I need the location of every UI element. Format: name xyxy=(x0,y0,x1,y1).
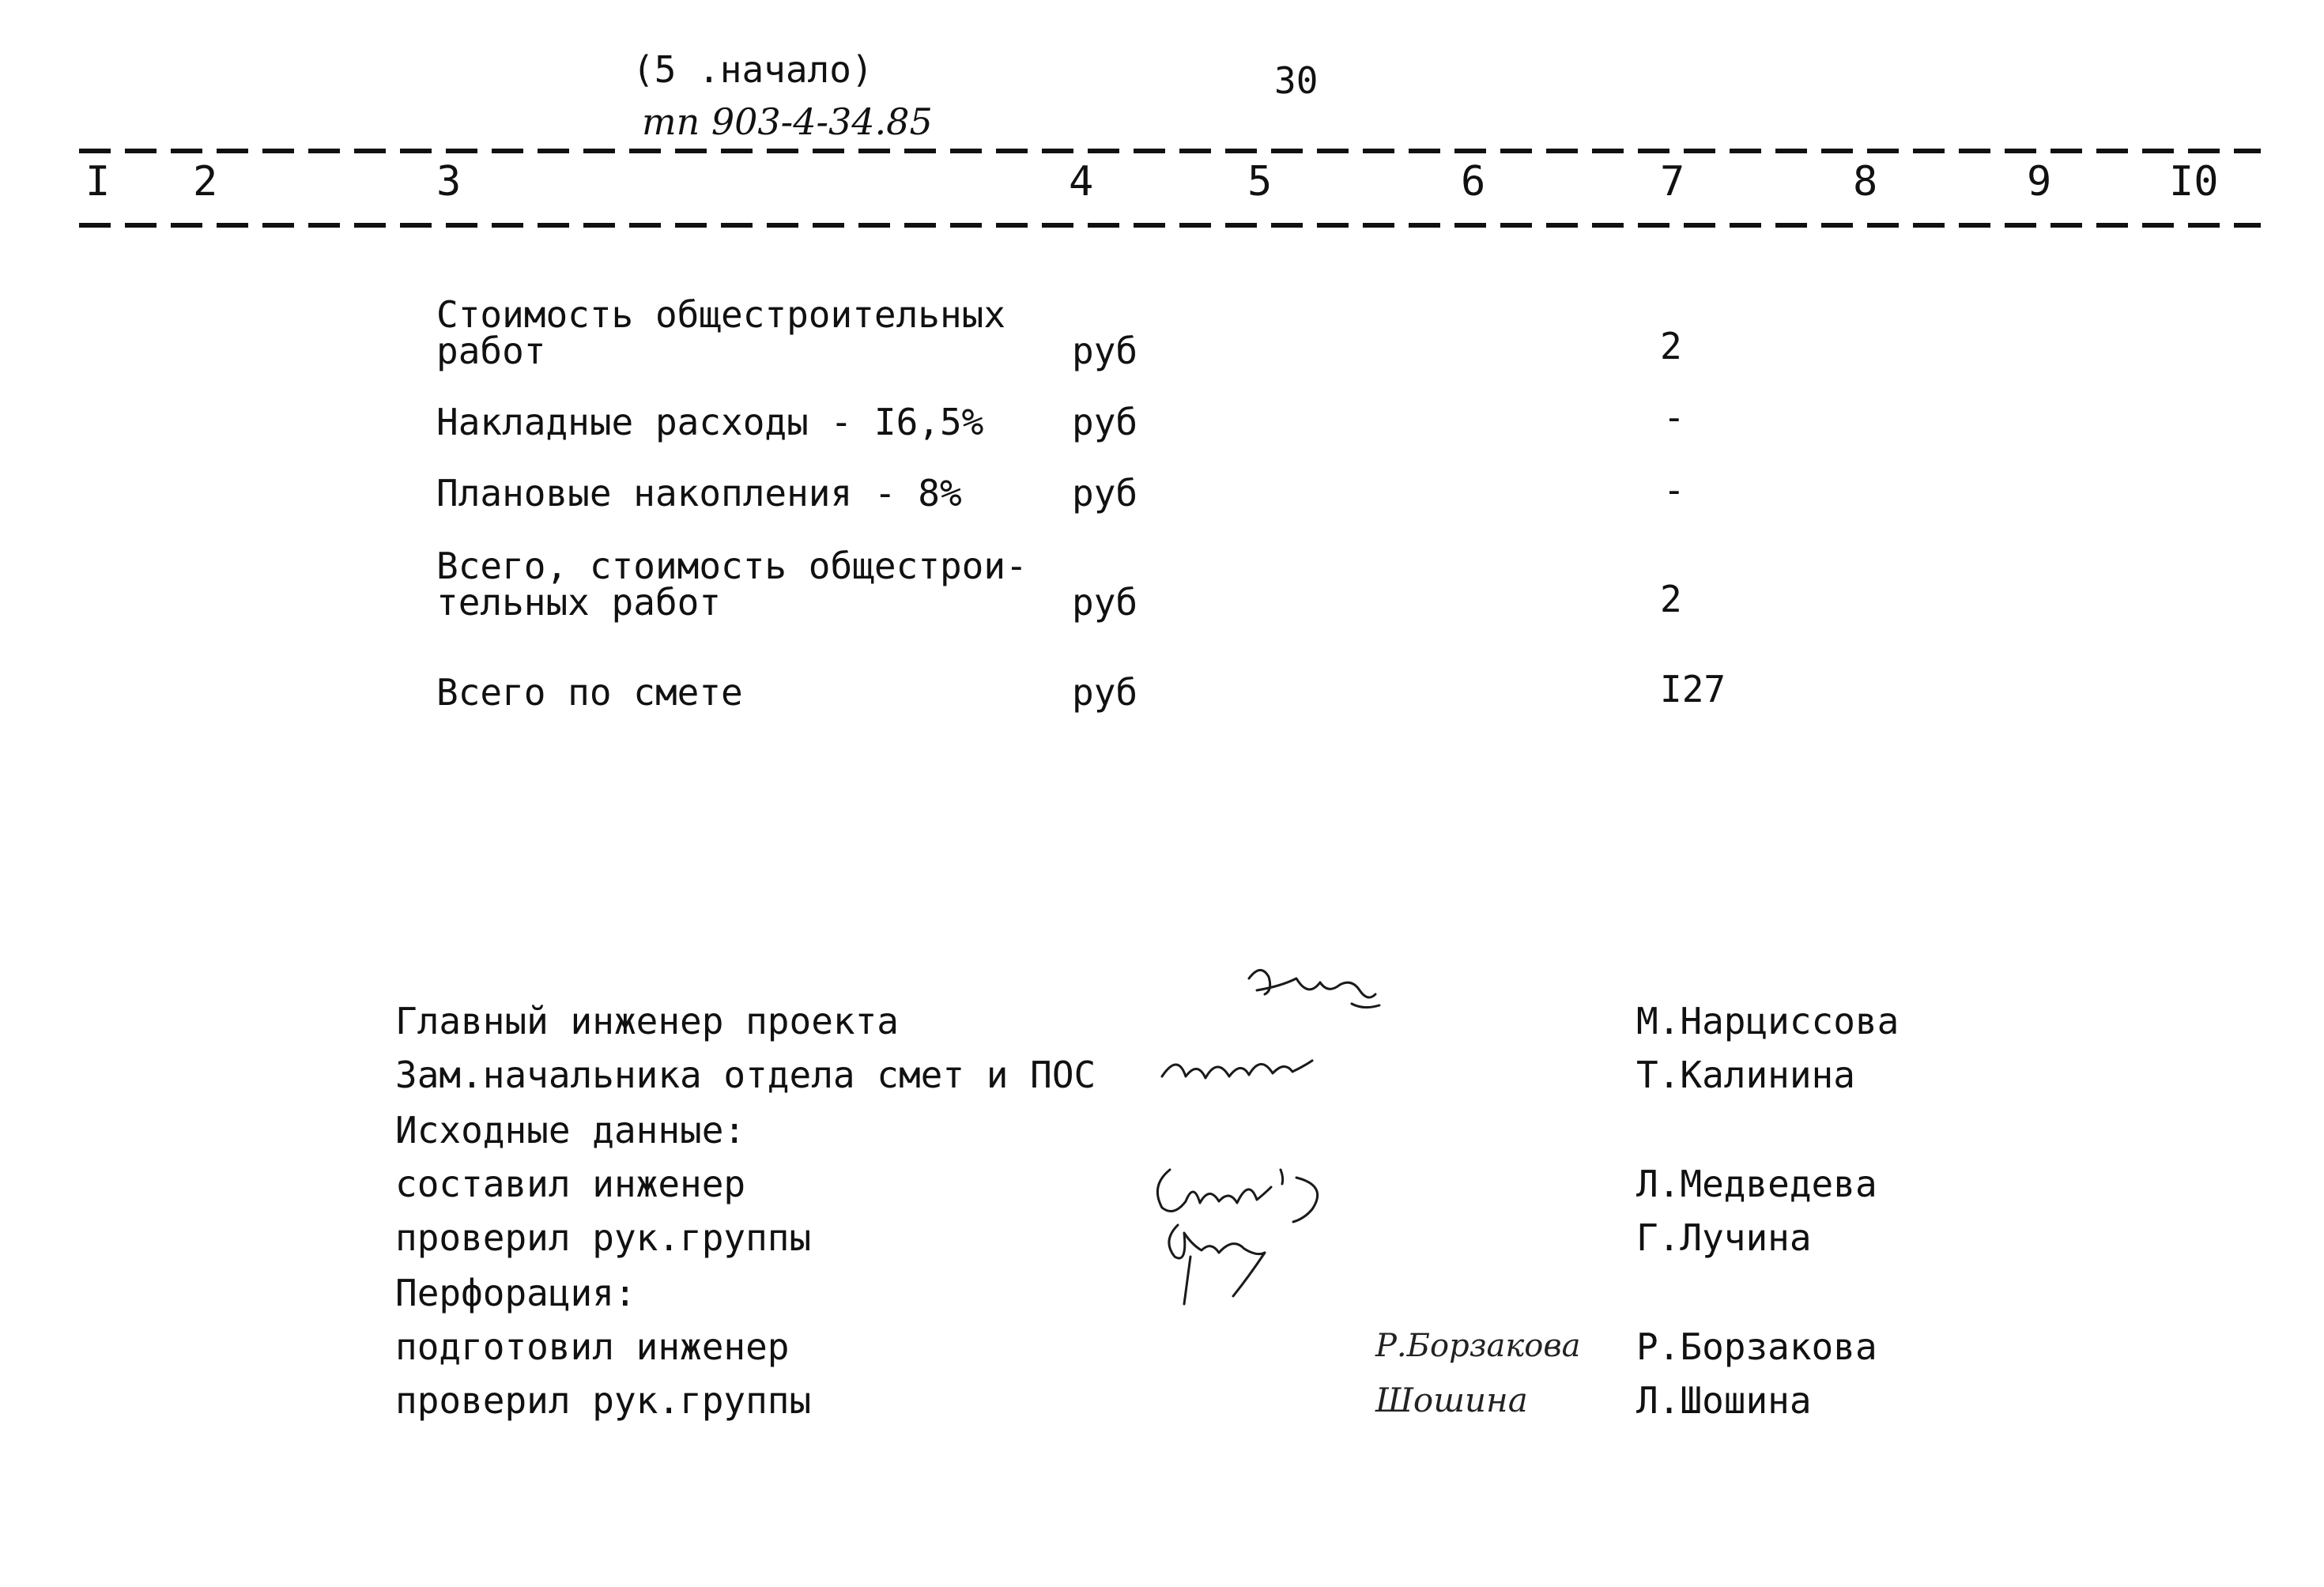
checked-name: Л.Шошина xyxy=(1636,1379,1812,1422)
prepared-name: Р.Борзакова xyxy=(1636,1325,1877,1368)
chief-engineer-role: Главный инженер проекта xyxy=(395,1000,899,1042)
compiled-role: составил инженер xyxy=(395,1163,746,1205)
row-label: Всего, стоимость общестрои- xyxy=(436,545,1028,587)
row-value: 2 xyxy=(1660,325,1682,368)
source-data-heading: Исходные данные: xyxy=(395,1109,746,1152)
row-value: - xyxy=(1663,396,1685,439)
prepared-role: подготовил инженер xyxy=(395,1325,790,1368)
page-number: 30 xyxy=(1274,59,1319,102)
signature-chief-engineer xyxy=(1233,955,1391,1026)
checked-role: проверил рук.группы xyxy=(395,1216,812,1259)
row-unit: руб xyxy=(1072,671,1138,714)
signature-checker xyxy=(1146,1209,1304,1320)
row-label: работ xyxy=(436,330,546,372)
deputy-name: Т.Калинина xyxy=(1636,1054,1855,1096)
compiled-name: Л.Медведева xyxy=(1636,1163,1877,1205)
header-top-rule xyxy=(79,149,2261,153)
deputy-role: Зам.начальника отдела смет и ПОС xyxy=(395,1054,1096,1096)
row-unit: руб xyxy=(1072,581,1138,624)
column-number: 3 xyxy=(436,158,462,205)
row-label: Всего по смете xyxy=(436,671,743,714)
checked-name: Г.Лучина xyxy=(1636,1216,1812,1259)
row-label: Плановые накопления - 8% xyxy=(436,472,962,515)
signature-second-checker-text: Шошина xyxy=(1375,1381,1528,1419)
column-number: 8 xyxy=(1853,158,1878,205)
column-number: 6 xyxy=(1461,158,1486,205)
signature-deputy xyxy=(1154,1037,1328,1100)
column-number: 4 xyxy=(1069,158,1094,205)
continuation-label: (5 .начало) xyxy=(632,48,873,91)
column-number: I xyxy=(85,158,111,205)
row-unit: руб xyxy=(1072,401,1138,443)
column-number: 5 xyxy=(1247,158,1273,205)
row-label: тельных работ xyxy=(436,581,722,624)
row-unit: руб xyxy=(1072,330,1138,372)
checked-role: проверил рук.группы xyxy=(395,1379,812,1422)
column-number: 7 xyxy=(1660,158,1685,205)
project-code: тп 903-4-34.85 xyxy=(642,100,933,143)
perforation-heading: Перфорация: xyxy=(395,1272,636,1314)
signature-preparer-text: Р.Борзакова xyxy=(1375,1328,1581,1364)
row-value: 2 xyxy=(1660,578,1682,620)
header-bottom-rule xyxy=(79,223,2261,228)
column-number: I0 xyxy=(2169,158,2219,205)
chief-engineer-name: М.Нарциссова xyxy=(1636,1000,1900,1042)
row-label: Накладные расходы - I6,5% xyxy=(436,401,984,443)
column-number: 2 xyxy=(193,158,218,205)
signature-second-checker xyxy=(1360,1367,1613,1438)
row-value: - xyxy=(1663,469,1685,511)
row-value: I27 xyxy=(1660,668,1726,711)
row-label: Стоимость общестроительных xyxy=(436,293,1006,336)
row-unit: руб xyxy=(1072,472,1138,515)
column-number: 9 xyxy=(2027,158,2052,205)
